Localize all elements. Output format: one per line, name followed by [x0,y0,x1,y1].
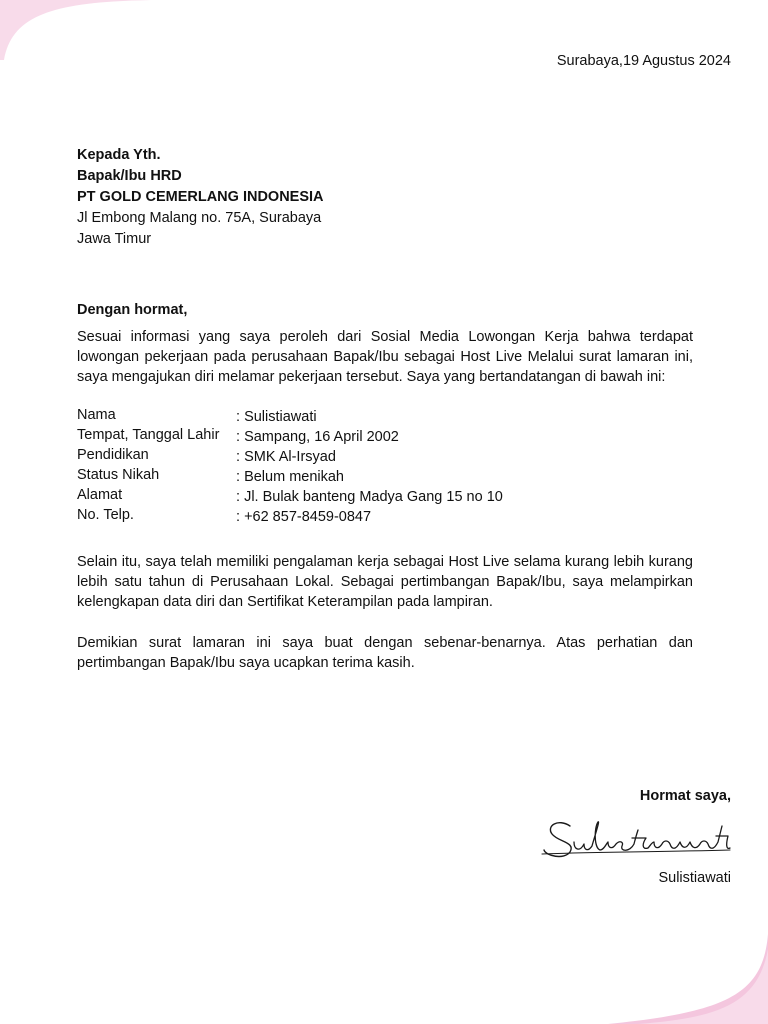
recipient-department: Bapak/Ibu HRD [77,168,182,184]
detail-value: : SMK Al-Irsyad [236,447,336,467]
detail-label: Status Nikah [77,467,160,483]
recipient-address-line1: Jl Embong Malang no. 75A, Surabaya [77,210,322,226]
recipient-company: PT GOLD CEMERLANG INDONESIA [77,189,324,205]
letter-date: Surabaya,19 Agustus 2024 [556,53,731,69]
recipient-address-line2: Jawa Timur [77,231,152,247]
detail-label: Alamat [77,487,123,503]
experience-paragraph: Selain itu, saya telah memiliki pengalaman kerja sebagai Host Live selama kurang lebih kurang lebih satu tahun di Perusahaan Lokal. Sebagai pertimbangan Bapak/Ibu, saya melampirkan kelengkapan data diri dan Sertifikat Keterampilan pada lampiran. [77,554,693,610]
detail-label: Pendidikan [77,447,149,463]
detail-value: : +62 857-8459-0847 [236,507,371,527]
detail-value: : Belum menikah [236,467,344,487]
closing-phrase: Hormat saya, [639,788,731,804]
signer-name: Sulistiawati [658,870,731,886]
detail-label: Tempat, Tanggal Lahir [77,427,220,443]
detail-label: No. Telp. [77,507,134,523]
corner-decoration-top-left [0,0,160,60]
intro-paragraph: Sesuai informasi yang saya peroleh dari Sosial Media Lowongan Kerja bahwa terdapat lowongan pekerjaan pada perusahaan Bapak/Ibu sebagai Host Live Melalui surat lamaran ini, saya mengajukan diri melamar pekerjaan tersebut. Saya yang bertandatangan di bawah ini: [77,329,693,385]
greeting: Dengan hormat, [77,302,188,318]
detail-value: : Sulistiawati [236,407,317,427]
handwritten-signature [540,812,732,862]
corner-decoration-bottom-right [608,934,768,1024]
recipient-salutation: Kepada Yth. [77,147,161,163]
recipient-block [77,145,324,250]
detail-value: : Jl. Bulak banteng Madya Gang 15 no 10 [236,487,503,507]
closing-paragraph: Demikian surat lamaran ini saya buat dengan sebenar-benarnya. Atas perhatian dan pertimbangan Bapak/Ibu saya ucapkan terima kasih. [77,635,693,671]
detail-value: : Sampang, 16 April 2002 [236,427,399,447]
detail-label: Nama [77,407,116,423]
